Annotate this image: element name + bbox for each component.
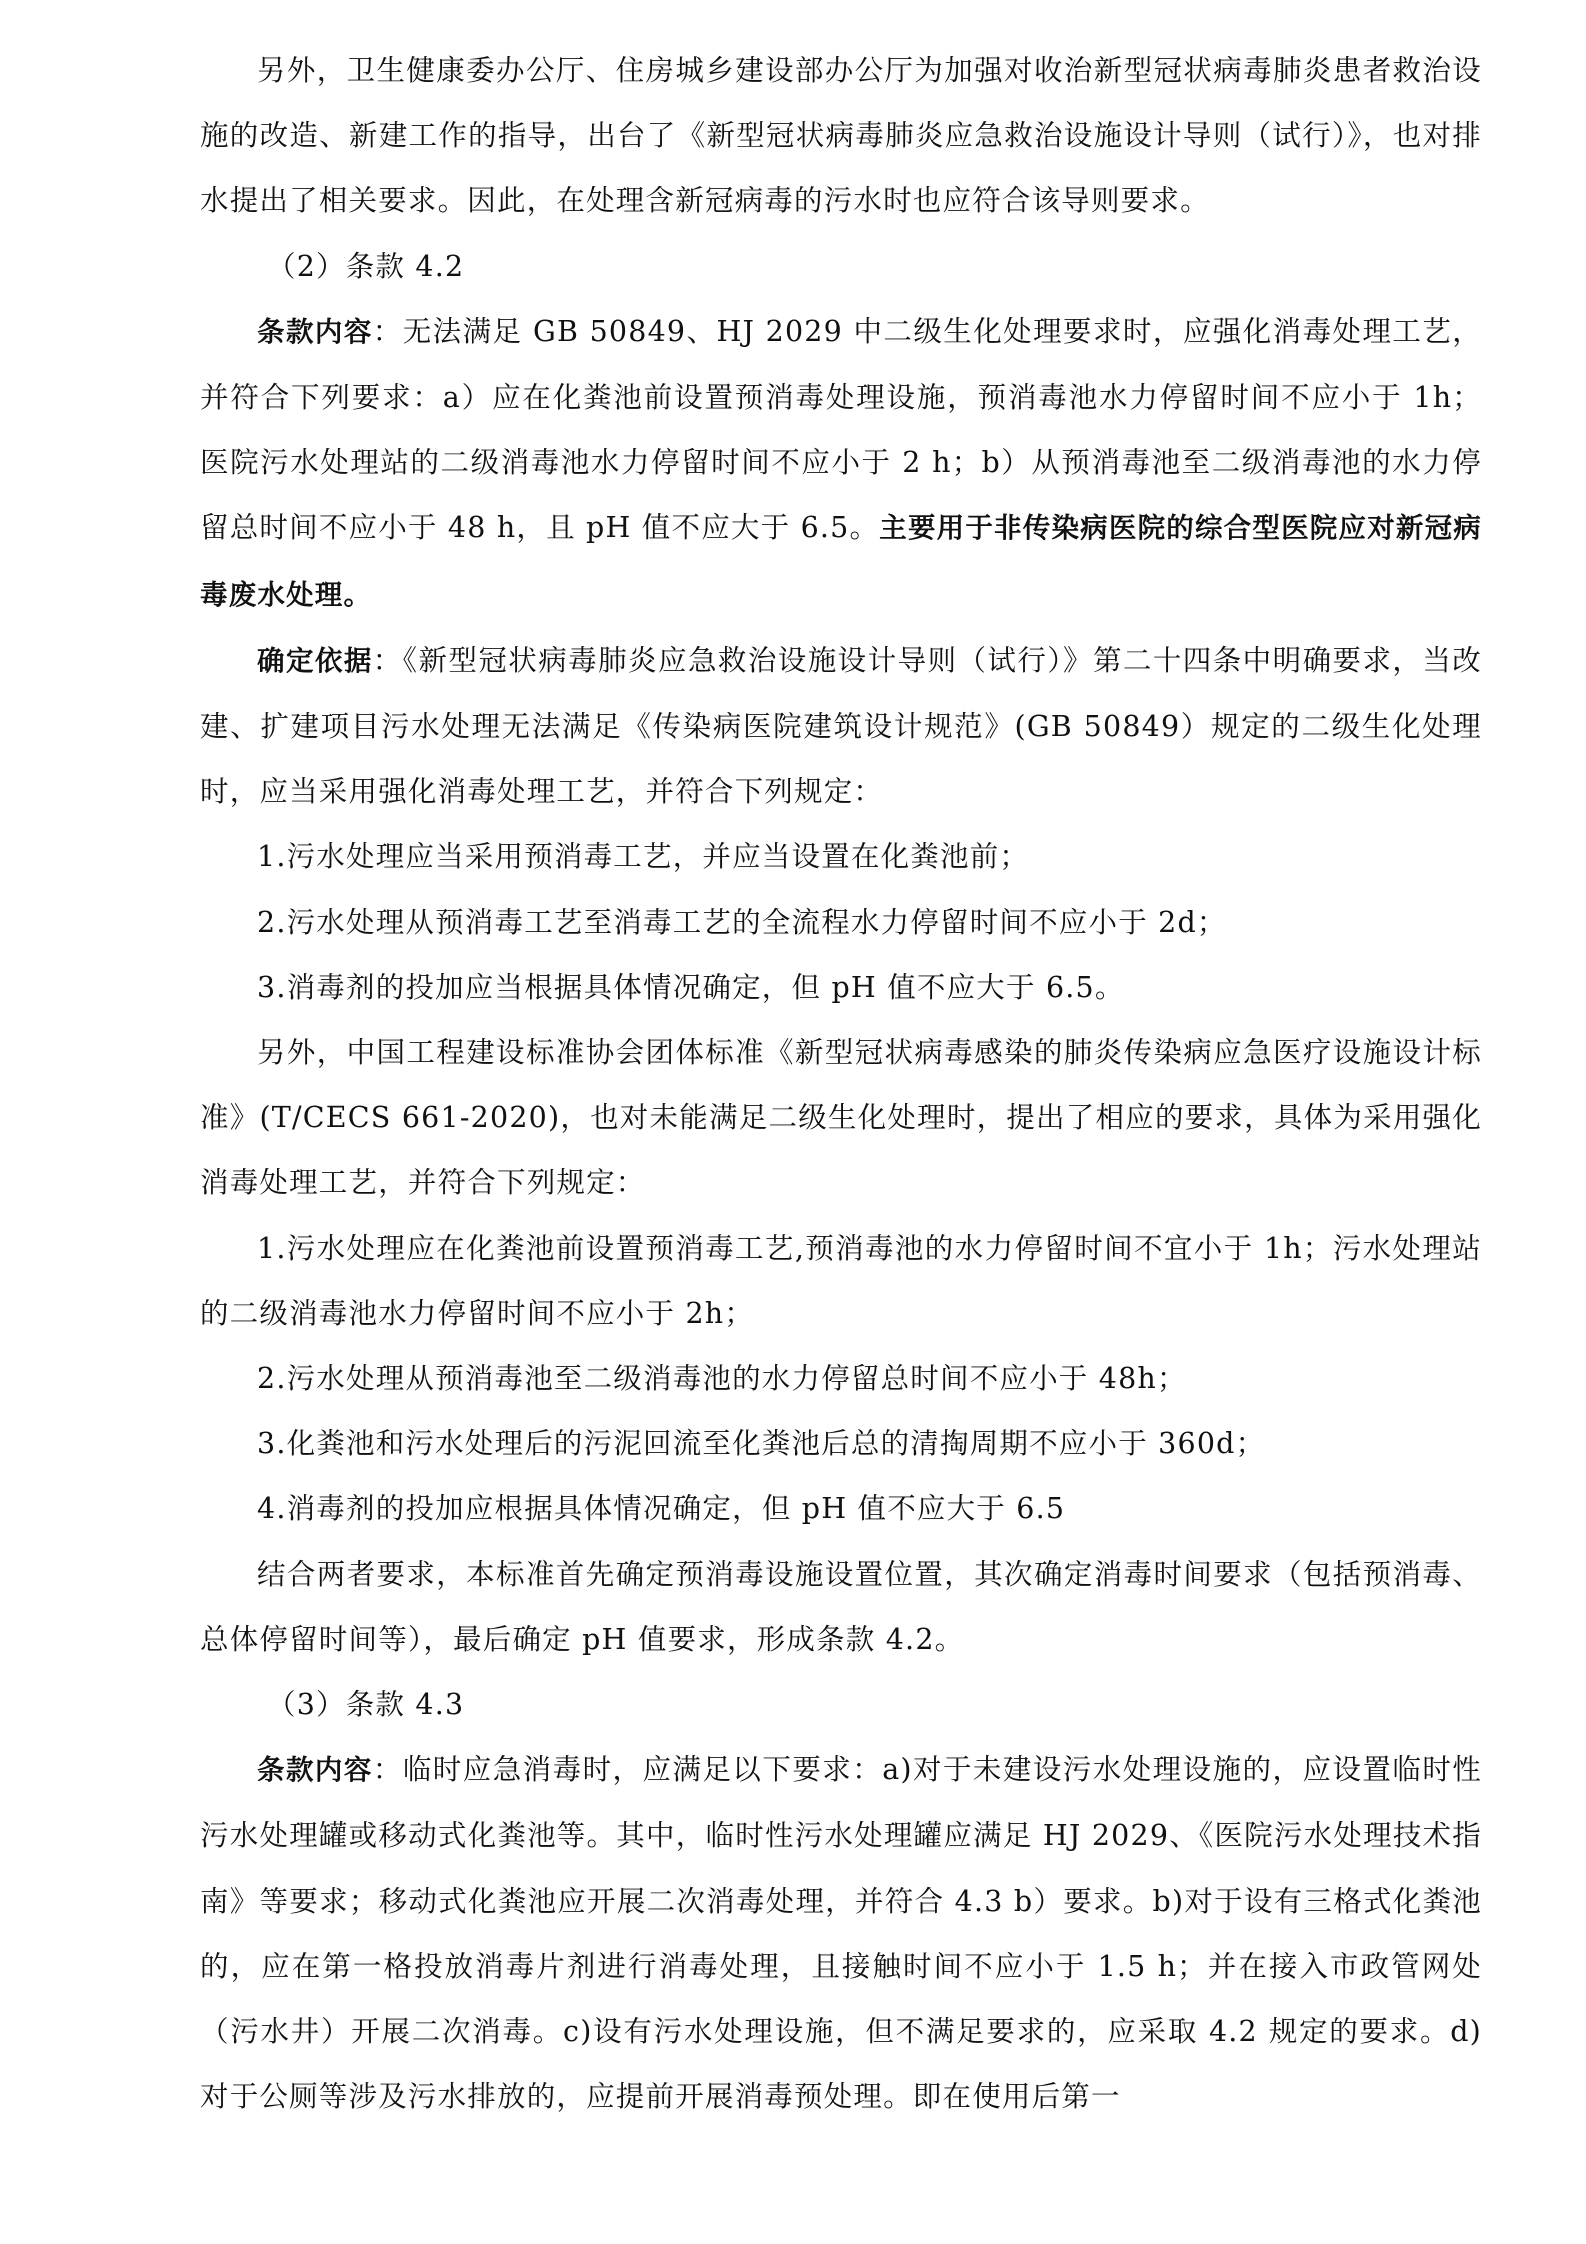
list-item: 4.消毒剂的投加应根据具体情况确定，但 pH 值不应大于 6.5 xyxy=(257,1492,1066,1526)
list-item: 2.污水处理从预消毒池至二级消毒池的水力停留总时间不应小于 48h； xyxy=(257,1362,1187,1396)
list-item: 2.污水处理从预消毒工艺至消毒工艺的全流程水力停留时间不应小于 2d； xyxy=(257,905,1227,939)
paragraph-clause-4-3-content xyxy=(200,1737,1482,2129)
list-item: 3.消毒剂的投加应当根据具体情况确定，但 pH 值不应大于 6.5。 xyxy=(257,970,1125,1004)
basis-text: ：《新型冠状病毒肺炎应急救治设施设计导则（试行）》第二十四条中明确要求，当改建、扩建项目污水处理无法满足《传染病医院建筑设计规范》(GB 50849）规定的二级生化处理时，应当采用强化消毒处理工艺，并符合下列规定： xyxy=(200,643,1482,809)
paragraph-clause-4-2-content xyxy=(200,299,1482,628)
clause-content-bold-text: 主要用于非传染病医院的综合型医院应对新冠病毒废水处理。 xyxy=(200,512,1483,611)
clause-content-text: ：无法满足 GB 50849、HJ 2029 中二级生化处理要求时，应强化消毒处理工艺，并符合下列要求：a）应在化粪池前设置预消毒处理设施，预消毒池水力停留时间不应小于 1h；医院污水处理站的二级消毒池水力停留时间不应小于 2 h；b）从预消毒池至二级消毒池的水力停留总时间不应小于 48 h，且 pH 值不应大于 6.5。 xyxy=(200,314,1482,545)
clause-content-label: 条款内容 xyxy=(257,315,373,348)
paragraph-cecs-standard: 另外，中国工程建设标准协会团体标准《新型冠状病毒感染的肺炎传染病应急医疗设施设计标准》(T/CECS 661-2020)，也对未能满足二级生化处理时，提出了相应的要求，具体为采用强化消毒处理工艺，并符合下列规定： xyxy=(200,1036,1482,1200)
paragraph-summary: 结合两者要求，本标准首先确定预消毒设施设置位置，其次确定消毒时间要求（包括预消毒、总体停留时间等），最后确定 pH 值要求，形成条款 4.2。 xyxy=(200,1557,1482,1656)
clause-heading-4-3: （3）条款 4.3 xyxy=(267,1688,465,1722)
basis-label: 确定依据 xyxy=(257,644,373,677)
list-item: 3.化粪池和污水处理后的污泥回流至化粪池后总的清掏周期不应小于 360d； xyxy=(257,1427,1266,1461)
clause-content-text: ：临时应急消毒时，应满足以下要求：a)对于未建设污水处理设施的，应设置临时性污水处理罐或移动式化粪池等。其中，临时性污水处理罐应满足 HJ 2029、《医院污水处理技术指南》等要求；移动式化粪池应开展二次消毒处理，并符合 4.3 b）要求。b)对于设有三格式化粪池的，应在第一格投放消毒片剂进行消毒处理，且接触时间不应小于 1.5 h；并在接入市政管网处（污水井）开展二次消毒。c)设有污水处理设施，但不满足要求的，应采取 4.2 规定的要求。d)对于公厕等涉及污水排放的，应提前开展消毒预处理。即在使用后第一 xyxy=(200,1753,1482,2114)
clause-content-label: 条款内容 xyxy=(257,1754,373,1787)
list-item: 1.污水处理应当采用预消毒工艺，并应当设置在化粪池前； xyxy=(257,840,1030,874)
paragraph-basis xyxy=(200,628,1482,825)
document-body xyxy=(200,38,1482,2130)
list-item: 1.污水处理应在化粪池前设置预消毒工艺,预消毒池的水力停留时间不宜小于 1h；污水处理站的二级消毒池水力停留时间不应小于 2h； xyxy=(200,1231,1482,1330)
clause-heading-4-2: （2）条款 4.2 xyxy=(267,249,465,283)
paragraph-guideline-note: 另外，卫生健康委办公厅、住房城乡建设部办公厅为加强对收治新型冠状病毒肺炎患者救治设施的改造、新建工作的指导，出台了《新型冠状病毒肺炎应急救治设施设计导则（试行）》，也对排水提出了相关要求。因此，在处理含新冠病毒的污水时也应符合该导则要求。 xyxy=(200,54,1482,218)
